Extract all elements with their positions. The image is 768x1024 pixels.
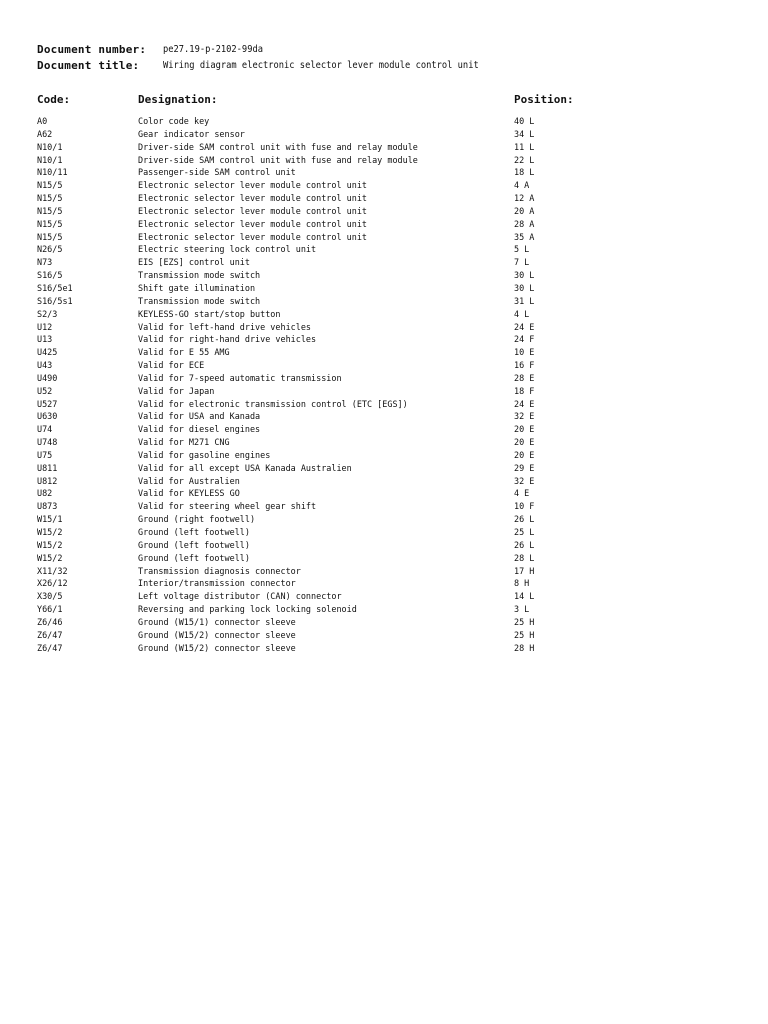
row-position: 35 A <box>514 231 535 243</box>
row-designation: Electronic selector lever module control unit <box>138 180 368 192</box>
row-designation: Valid for KEYLESS GO <box>138 488 240 500</box>
row-position: 10 F <box>514 501 535 513</box>
row-designation: Color code key <box>138 116 210 127</box>
row-code: U811 <box>37 462 58 474</box>
row-position: 17 H <box>514 565 535 577</box>
row-code: U812 <box>37 475 58 487</box>
table-row <box>0 476 768 489</box>
header-position: Position: <box>514 93 574 106</box>
row-code: S2/3 <box>37 308 58 320</box>
table-row <box>0 411 768 424</box>
table-row <box>0 193 768 206</box>
table-row <box>0 155 768 168</box>
table-row <box>0 604 768 617</box>
row-code: W15/2 <box>37 527 63 538</box>
table-row <box>0 116 768 129</box>
row-code: N73 <box>37 257 53 269</box>
row-position: 28 H <box>514 642 535 654</box>
row-code: U82 <box>37 488 53 500</box>
row-designation: Ground (W15/1) connector sleeve <box>138 616 296 628</box>
row-designation: Electric steering lock control unit <box>138 244 317 256</box>
row-code: N15/5 <box>37 180 63 192</box>
table-row <box>0 167 768 180</box>
row-position: 24 F <box>514 334 535 346</box>
row-position: 31 L <box>514 295 535 307</box>
row-designation: Valid for 7-speed automatic transmission <box>138 372 342 384</box>
row-designation: Driver-side SAM control unit with fuse and relay module <box>138 141 418 153</box>
table-row <box>0 244 768 257</box>
row-code: S16/5e1 <box>37 282 73 294</box>
row-position: 28 L <box>514 552 535 564</box>
row-code: W15/2 <box>37 552 63 564</box>
row-position: 25 H <box>514 616 535 628</box>
table-row <box>0 142 768 155</box>
row-designation: Interior/transmission connector <box>138 578 296 590</box>
table-row <box>0 617 768 630</box>
row-code: U43 <box>37 360 53 372</box>
document-number-value: pe27.19-p-2102-99da <box>163 44 263 55</box>
row-code: X30/5 <box>37 591 63 603</box>
table-row <box>0 232 768 245</box>
row-position: 32 E <box>514 475 535 487</box>
row-designation: Valid for USA and Kanada <box>138 411 261 423</box>
row-designation: Valid for right-hand drive vehicles <box>138 334 317 346</box>
row-code: X26/12 <box>37 578 68 590</box>
row-code: N15/5 <box>37 231 63 243</box>
row-code: U74 <box>37 424 53 436</box>
row-code: U748 <box>37 437 58 449</box>
row-designation: Transmission mode switch <box>138 295 261 307</box>
table-body <box>0 116 768 655</box>
row-designation: Valid for M271 CNG <box>138 437 230 449</box>
table-row <box>0 347 768 360</box>
table-row <box>0 630 768 643</box>
row-code: X11/32 <box>37 565 68 577</box>
row-position: 4 L <box>514 308 530 320</box>
table-row <box>0 180 768 193</box>
row-position: 28 E <box>514 372 535 384</box>
row-designation: Electronic selector lever module control unit <box>138 231 368 243</box>
row-designation: Valid for electronic transmission control (ETC [EGS]) <box>138 398 408 410</box>
row-code: Y66/1 <box>37 604 63 616</box>
row-designation: Electronic selector lever module control unit <box>138 205 368 217</box>
table-row <box>0 514 768 527</box>
document-number-label: Document number: <box>37 43 147 56</box>
table-header <box>0 92 768 108</box>
row-position: 14 L <box>514 591 535 603</box>
table-row <box>0 322 768 335</box>
row-designation: Reversing and parking lock locking solenoid <box>138 604 357 616</box>
row-position: 20 A <box>514 205 535 217</box>
row-code: Z6/47 <box>37 642 63 654</box>
row-designation: Electronic selector lever module control unit <box>138 218 368 230</box>
row-position: 12 A <box>514 193 535 205</box>
row-position: 34 L <box>514 128 535 140</box>
row-designation: Transmission diagnosis connector <box>138 565 301 577</box>
row-position: 22 L <box>514 154 535 166</box>
row-position: 24 E <box>514 398 535 410</box>
row-designation: Valid for E 55 AMG <box>138 347 230 359</box>
row-code: Z6/46 <box>37 616 63 628</box>
table-row <box>0 527 768 540</box>
row-position: 18 F <box>514 385 535 397</box>
table-row <box>0 578 768 591</box>
table-row <box>0 399 768 412</box>
row-position: 20 E <box>514 424 535 436</box>
table-row <box>0 334 768 347</box>
row-position: 26 L <box>514 514 535 526</box>
row-position: 26 L <box>514 539 535 551</box>
row-position: 29 E <box>514 462 535 474</box>
row-position: 25 H <box>514 629 535 641</box>
row-designation: Driver-side SAM control unit with fuse and relay module <box>138 154 418 166</box>
table-row <box>0 270 768 283</box>
row-code: N10/11 <box>37 167 68 179</box>
row-position: 4 A <box>514 180 530 192</box>
row-code: U425 <box>37 347 58 359</box>
row-position: 3 L <box>514 604 530 616</box>
table-row <box>0 309 768 322</box>
row-position: 24 E <box>514 321 535 333</box>
row-position: 5 L <box>514 244 530 256</box>
row-position: 30 L <box>514 282 535 294</box>
table-row <box>0 424 768 437</box>
document-title-value: Wiring diagram electronic selector lever module control unit <box>163 60 479 71</box>
row-position: 30 L <box>514 270 535 282</box>
row-designation: Left voltage distributor (CAN) connector <box>138 591 342 603</box>
table-row <box>0 129 768 142</box>
row-code: N15/5 <box>37 218 63 230</box>
row-position: 18 L <box>514 167 535 179</box>
table-row <box>0 257 768 270</box>
row-designation: Ground (right footwell) <box>138 514 256 526</box>
table-row <box>0 219 768 232</box>
row-code: W15/2 <box>37 539 63 551</box>
row-position: 4 E <box>514 488 530 500</box>
table-row <box>0 540 768 553</box>
row-designation: Valid for steering wheel gear shift <box>138 501 317 513</box>
row-code: S16/5 <box>37 270 63 282</box>
row-position: 16 F <box>514 360 535 372</box>
row-position: 7 L <box>514 257 530 269</box>
row-code: U52 <box>37 385 53 397</box>
row-designation: Electronic selector lever module control unit <box>138 193 368 205</box>
row-code: U527 <box>37 398 58 410</box>
row-position: 11 L <box>514 141 535 153</box>
table-row <box>0 450 768 463</box>
row-designation: Valid for ECE <box>138 360 205 372</box>
row-designation: Valid for all except USA Kanada Australien <box>138 462 352 474</box>
table-row <box>0 437 768 450</box>
header-code: Code: <box>37 93 71 106</box>
document-title-label: Document title: <box>37 59 140 72</box>
row-code: U630 <box>37 411 58 423</box>
row-code: N10/1 <box>37 154 63 166</box>
table-row <box>0 463 768 476</box>
table-row <box>0 553 768 566</box>
row-code: N10/1 <box>37 141 63 153</box>
row-designation: Shift gate illumination <box>138 282 256 294</box>
row-position: 32 E <box>514 411 535 423</box>
row-designation: Ground (left footwell) <box>138 552 250 564</box>
row-designation: Valid for gasoline engines <box>138 449 271 461</box>
row-position: 20 E <box>514 449 535 461</box>
row-designation: Valid for Japan <box>138 385 215 397</box>
table-row <box>0 566 768 579</box>
row-code: A0 <box>37 116 48 127</box>
row-designation: Ground (W15/2) connector sleeve <box>138 629 296 641</box>
row-designation: KEYLESS-GO start/stop button <box>138 308 281 320</box>
row-code: U13 <box>37 334 53 346</box>
row-designation: Passenger-side SAM control unit <box>138 167 296 179</box>
row-code: S16/5s1 <box>37 295 73 307</box>
row-code: U873 <box>37 501 58 513</box>
row-code: N15/5 <box>37 193 63 205</box>
row-designation: Ground (left footwell) <box>138 539 250 551</box>
row-code: N15/5 <box>37 205 63 217</box>
table-row <box>0 296 768 309</box>
row-designation: Transmission mode switch <box>138 270 261 282</box>
row-position: 8 H <box>514 578 530 590</box>
table-row <box>0 373 768 386</box>
row-designation: Valid for diesel engines <box>138 424 261 436</box>
row-designation: Gear indicator sensor <box>138 128 245 140</box>
row-code: U490 <box>37 372 58 384</box>
row-code: U75 <box>37 449 53 461</box>
row-designation: Valid for Australien <box>138 475 240 487</box>
row-designation: EIS [EZS] control unit <box>138 257 250 269</box>
row-position: 10 E <box>514 347 535 359</box>
row-code: U12 <box>37 321 53 333</box>
table-row <box>0 283 768 296</box>
row-designation: Ground (W15/2) connector sleeve <box>138 642 296 654</box>
header-designation: Designation: <box>138 93 218 106</box>
row-code: N26/5 <box>37 244 63 256</box>
row-position: 40 L <box>514 116 535 127</box>
row-position: 28 A <box>514 218 535 230</box>
row-code: W15/1 <box>37 514 63 526</box>
row-code: A62 <box>37 128 53 140</box>
table-row <box>0 360 768 373</box>
row-position: 20 E <box>514 437 535 449</box>
row-designation: Ground (left footwell) <box>138 527 250 538</box>
row-code: Z6/47 <box>37 629 63 641</box>
table-row <box>0 591 768 604</box>
table-row <box>0 488 768 501</box>
table-row <box>0 386 768 399</box>
row-position: 25 L <box>514 527 535 538</box>
table-row <box>0 206 768 219</box>
table-row <box>0 643 768 656</box>
table-row <box>0 501 768 514</box>
row-designation: Valid for left-hand drive vehicles <box>138 321 312 333</box>
